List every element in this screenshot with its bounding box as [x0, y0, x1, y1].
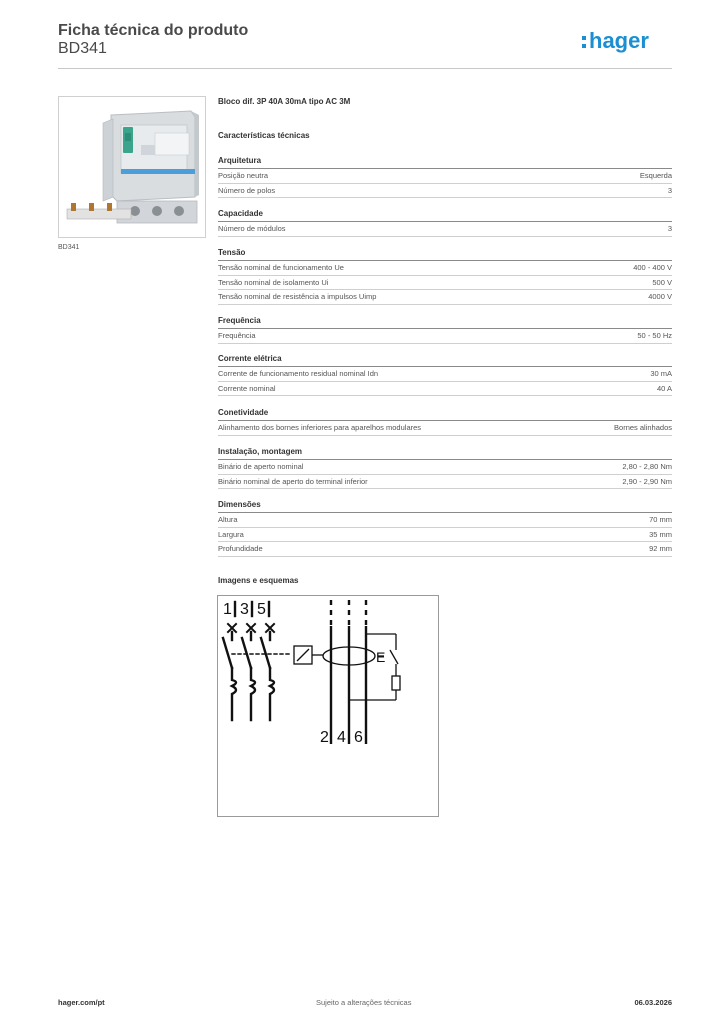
spec-row [218, 184, 672, 199]
product-photo-illustration [59, 97, 205, 237]
spec-row [218, 382, 672, 397]
spec-label: Posição neutra [218, 171, 269, 180]
logo-text: hager [589, 28, 649, 53]
spec-label: Tensão nominal de resistência a impulsos Uimp [218, 292, 377, 302]
section-conetividade [218, 407, 672, 436]
section-title: Arquitetura [218, 155, 672, 169]
spec-row [218, 475, 672, 490]
terminal-label-2: 2 [320, 729, 329, 746]
images-heading: Imagens e esquemas [218, 576, 299, 585]
section-tensao [218, 247, 672, 305]
spec-value: 2,80 - 2,80 Nm [622, 462, 672, 471]
spec-label: Profundidade [218, 544, 263, 554]
terminal-label-3: 3 [240, 601, 249, 618]
product-reference: BD341 [58, 40, 107, 57]
spec-value: 500 V [652, 277, 672, 287]
section-title: Capacidade [218, 208, 672, 222]
spec-label: Binário nominal de aperto do terminal inferior [218, 476, 368, 486]
section-capacidade [218, 208, 672, 237]
footer-date: 06.03.2026 [634, 998, 672, 1007]
spec-value: Bornes alinhados [614, 423, 672, 432]
page-header [58, 20, 672, 70]
spec-row [218, 513, 672, 528]
header-divider [58, 68, 672, 69]
terminal-label-5: 5 [257, 601, 266, 618]
terminal-label-6: 6 [354, 729, 363, 746]
section-title: Instalação, montagem [218, 446, 672, 460]
terminal-label-4: 4 [337, 729, 346, 746]
test-button-label: E [376, 649, 386, 665]
spec-label: Frequência [218, 331, 256, 340]
spec-value: 2,90 - 2,90 Nm [622, 476, 672, 486]
wiring-diagram-drawing [218, 596, 438, 816]
spec-row [218, 460, 672, 475]
document-title: Ficha técnica do produto [58, 22, 249, 39]
section-corrente-eletrica [218, 353, 672, 396]
spec-value: 50 - 50 Hz [637, 331, 672, 340]
spec-value: 3 [667, 224, 672, 233]
section-title: Tensão [218, 247, 672, 261]
section-title: Corrente elétrica [218, 353, 672, 367]
section-title: Conetividade [218, 407, 672, 421]
spec-row [218, 421, 672, 436]
spec-row [218, 542, 672, 557]
spec-value: 92 mm [649, 544, 672, 554]
hager-logo [580, 26, 672, 56]
spec-value: 4000 V [648, 292, 672, 302]
spec-value: Esquerda [639, 171, 672, 180]
spec-value: 30 mA [650, 369, 672, 378]
product-image-caption: BD341 [58, 244, 80, 251]
spec-label: Número de polos [218, 185, 276, 195]
section-arquitetura [218, 155, 672, 198]
product-image [58, 96, 206, 238]
spec-label: Corrente nominal [218, 383, 276, 393]
spec-label: Largura [218, 529, 244, 539]
spec-label: Número de módulos [218, 224, 286, 233]
section-dimensoes [218, 499, 672, 557]
spec-label: Alinhamento dos bornes inferiores para aparelhos modulares [218, 423, 422, 432]
footer-website: hager.com/pt [58, 998, 105, 1007]
spec-label: Tensão nominal de funcionamento Ue [218, 263, 344, 272]
spec-value: 40 A [656, 383, 672, 393]
spec-row [218, 290, 672, 305]
section-frequencia [218, 315, 672, 344]
spec-value: 35 mm [649, 529, 672, 539]
spec-row [218, 329, 672, 344]
section-title: Frequência [218, 315, 672, 329]
spec-row [218, 222, 672, 237]
spec-label: Corrente de funcionamento residual nominal Idn [218, 369, 379, 378]
spec-value: 3 [667, 185, 672, 195]
spec-row [218, 261, 672, 276]
spec-row [218, 276, 672, 291]
product-name: Bloco dif. 3P 40A 30mA tipo AC 3M [218, 97, 351, 106]
section-instalacao-montagem [218, 446, 672, 489]
spec-row [218, 367, 672, 382]
spec-row [218, 528, 672, 543]
spec-value: 400 - 400 V [633, 263, 672, 272]
spec-value: 70 mm [649, 515, 672, 524]
section-title: Dimensões [218, 499, 672, 513]
terminal-label-1: 1 [223, 601, 232, 618]
spec-label: Tensão nominal de isolamento Ui [218, 277, 329, 287]
spec-label: Binário de aperto nominal [218, 462, 304, 471]
spec-row [218, 169, 672, 184]
wiring-diagram [217, 595, 439, 817]
spec-label: Altura [218, 515, 238, 524]
footer-note: Sujeito a alterações técnicas [316, 998, 412, 1007]
specs-heading: Características técnicas [218, 131, 310, 140]
